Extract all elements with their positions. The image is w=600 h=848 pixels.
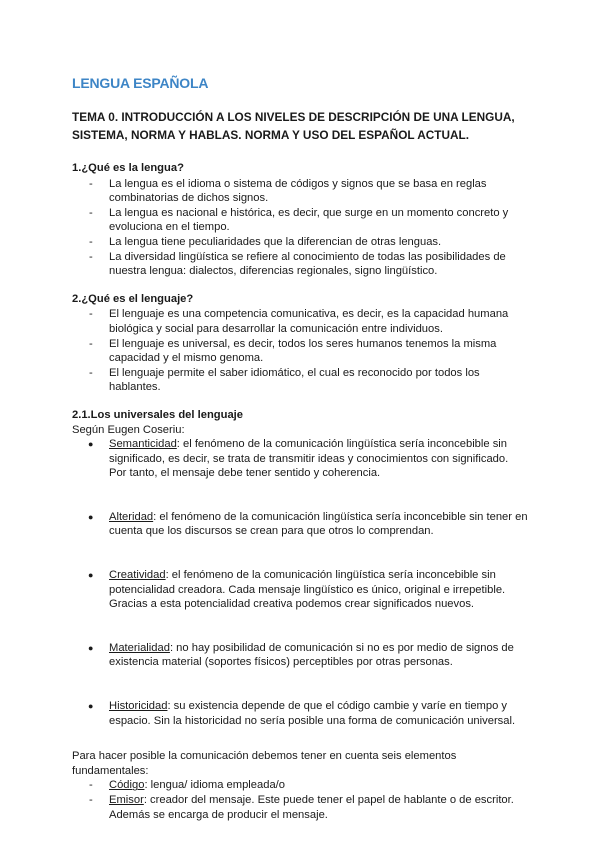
- universals-list: [72, 437, 528, 728]
- list-item: - La lengua tiene peculiaridades que la diferencian de otras lenguas.: [89, 235, 528, 250]
- list-item: - La lengua es nacional e histórica, es decir, que surge en un momento concreto y evoluciona en el tiempo.: [89, 206, 528, 235]
- section-heading: 2.¿Qué es el lenguaje?: [72, 292, 194, 305]
- list-item: [89, 568, 528, 612]
- list-item: [89, 641, 528, 670]
- list-item: [89, 778, 528, 793]
- term-label: Emisor: [109, 794, 144, 806]
- term-label: Creatividad: [109, 569, 166, 582]
- section-heading: 1.¿Qué es la lengua?: [72, 162, 184, 174]
- section-lengua: [72, 161, 528, 279]
- section-intro: Según Eugen Coseriu:: [72, 423, 185, 436]
- list-item: [89, 510, 528, 539]
- term-label: Semanticidad: [109, 438, 177, 451]
- term-label: Código: [109, 779, 145, 792]
- term-text: : el fenómeno de la comunicación lingüística sería inconcebible sin significado, es decir, se trata de transmitir ideas y conocimientos con significado. Por tanto, el mensaje debe tener sentido y coherencia.: [109, 438, 509, 480]
- section-elementos: [72, 749, 528, 822]
- list-item: [89, 793, 528, 822]
- list-item: - La diversidad lingüística se refiere al conocimiento de todas las posibilidades de nuestra lengua: dialectos, diferencias regionales, signo lingüístico.: [89, 250, 528, 279]
- term-text: : el fenómeno de la comunicación lingüística sería inconcebible sin tener en cuenta que los discursos se crean para que otros lo comprendan.: [109, 510, 528, 538]
- term-text: : lengua/ idioma empleada/o: [144, 779, 286, 792]
- list-item: - El lenguaje es una competencia comunicativa, es decir, es la capacidad humana biológica y social para desarrollar la comunicación entre individuos.: [89, 307, 528, 336]
- section-lenguaje: [72, 292, 528, 395]
- list-item: - El lenguaje permite el saber idiomático, el cual es reconocido por todos los hablantes.: [89, 366, 528, 395]
- list-item: - El lenguaje es universal, es decir, todos los seres humanos tenemos la misma capacidad y el mismo genoma.: [89, 337, 528, 366]
- term-label: Historicidad: [109, 700, 168, 713]
- term-text: : creador del mensaje. Este puede tener el papel de hablante o de escritor. Además se encarga de producir el mensaje.: [109, 794, 514, 821]
- term-label: Materialidad: [109, 641, 170, 654]
- section-intro: Para hacer posible la comunicación debemos tener en cuenta seis elementos fundamentales:: [72, 750, 457, 777]
- term-text: : no hay posibilidad de comunicación si no es por medio de signos de existencia material (soportes físicos) perceptibles por otras personas.: [109, 641, 514, 669]
- term-label: Alteridad: [109, 510, 154, 523]
- list-item: [89, 437, 528, 481]
- list-item: - La lengua es el idioma o sistema de códigos y signos que se basa en reglas combinatorias de dichos signos.: [89, 177, 528, 206]
- section-universales: [72, 408, 528, 728]
- term-text: : su existencia depende de que el código cambie y varíe en tiempo y espacio. Sin la historicidad no sería posible una forma de comunicación universal.: [109, 700, 516, 727]
- topic-title: TEMA 0. INTRODUCCIÓN A LOS NIVELES DE DESCRIPCIÓN DE UNA LENGUA, SISTEMA, NORMA Y HABLAS. NORMA Y USO DEL ESPAÑOL ACTUAL.: [72, 110, 515, 142]
- bullet-list: [72, 307, 528, 395]
- bullet-list: [72, 778, 528, 822]
- bullet-list: [72, 177, 528, 279]
- list-item: [89, 699, 528, 728]
- section-heading: 2.1.Los universales del lenguaje: [72, 408, 243, 421]
- term-text: : el fenómeno de la comunicación lingüística sería inconcebible sin potencialidad creadora. Cada mensaje lingüístico es único, original e irrepetible. Gracias a esta potencialidad creativa podemos crear significados nuevos.: [109, 569, 506, 611]
- subject-title: LENGUA ESPAÑOLA: [72, 75, 209, 91]
